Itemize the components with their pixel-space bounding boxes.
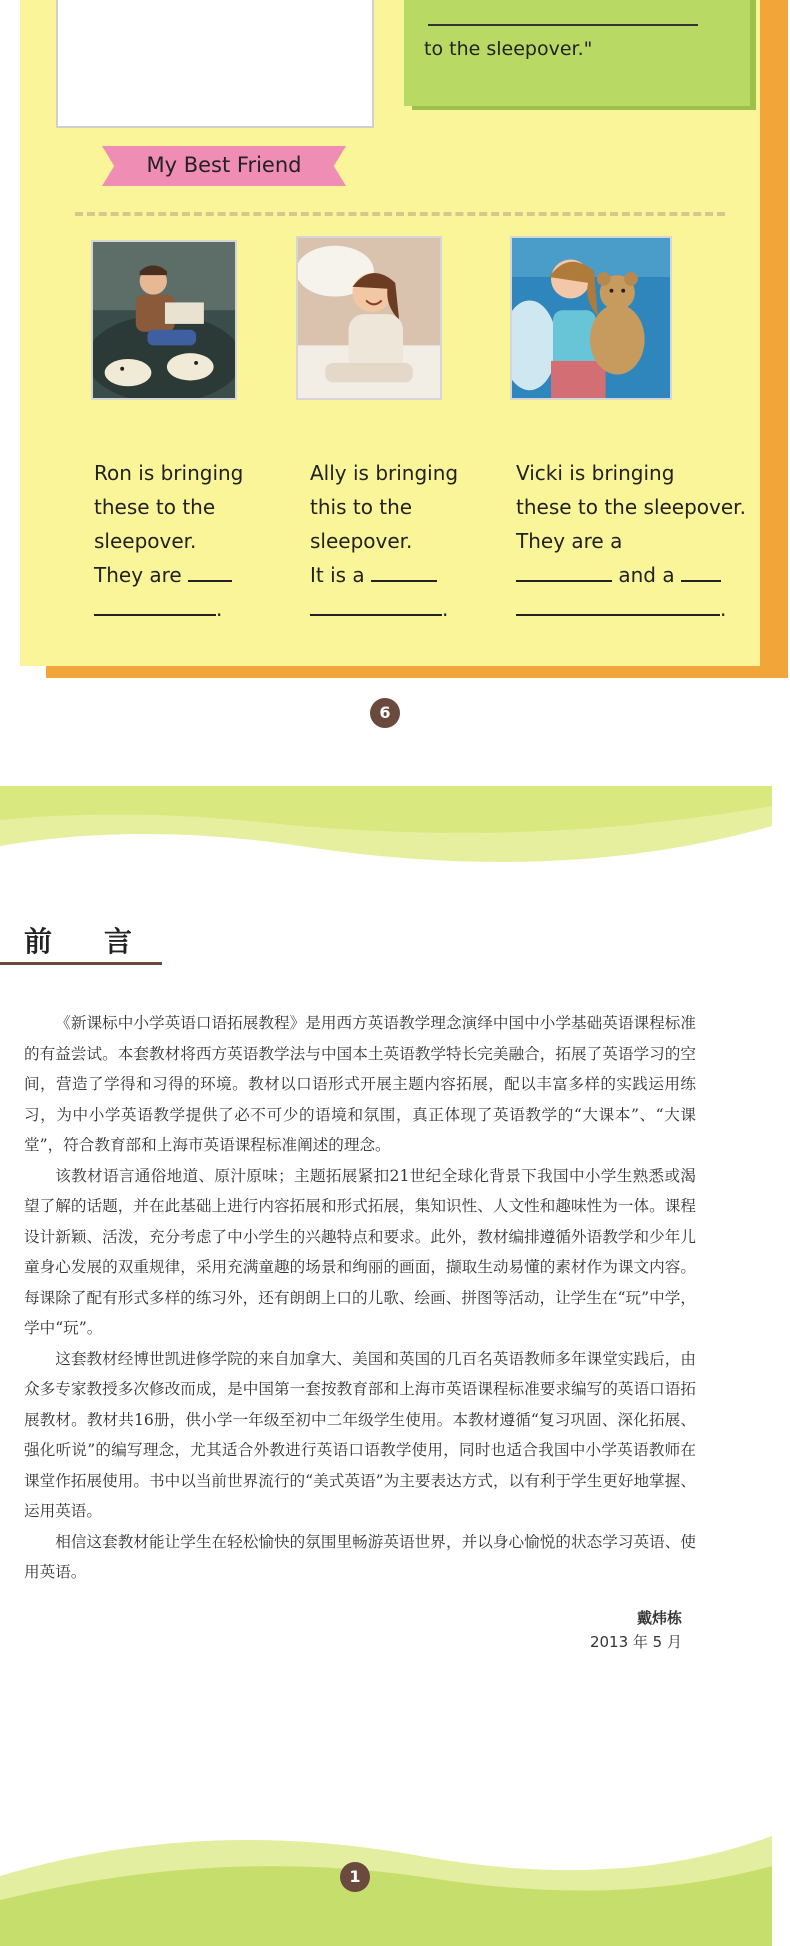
author-date: 2013 年 5 月 xyxy=(589,1633,682,1651)
caption-line xyxy=(94,558,243,592)
sentence-ending: to the sleepover." xyxy=(424,38,593,60)
photo-girl-with-pillow xyxy=(296,236,442,400)
photo-girl-with-teddy-bear xyxy=(510,236,672,400)
caption-line: Vicki is bringing xyxy=(516,461,675,485)
fill-in-blank[interactable] xyxy=(516,558,612,582)
author-name: 戴炜栋 xyxy=(636,1609,682,1627)
caption-ally xyxy=(310,456,458,626)
caption-line: Ron is bringing xyxy=(94,461,244,485)
fill-in-blank-line xyxy=(428,24,698,26)
preface-body xyxy=(24,1008,696,1588)
section-heading: My Best Friend xyxy=(146,153,302,177)
fill-in-blank[interactable] xyxy=(681,558,721,582)
photo-boy-with-slippers xyxy=(91,240,237,400)
caption-line: . xyxy=(94,592,243,626)
caption-line: these to the xyxy=(94,495,216,519)
title-underline xyxy=(0,962,162,965)
caption-line: Ally is bringing xyxy=(310,461,459,485)
workbook-page-6 xyxy=(20,0,760,666)
caption-ron xyxy=(94,456,243,626)
caption-line: . xyxy=(310,592,458,626)
sentence-note-card xyxy=(404,0,750,106)
blank-picture-frame xyxy=(56,0,374,128)
signature-block xyxy=(590,1606,682,1654)
caption-line: They are a xyxy=(516,529,623,553)
caption-line-text: They are xyxy=(94,563,182,587)
page-number-1: 1 xyxy=(340,1862,370,1892)
dashed-divider xyxy=(75,212,725,216)
section-heading-banner xyxy=(102,146,346,186)
paragraph: 该教材语言通俗地道、原汁原味；主题拓展紧扣21世纪全球化背景下我国中小学生熟悉或渴望了解的话题，并在此基础上进行内容拓展和形式拓展，集知识性、人文性和趣味性为一体。课程设计新颖、活泼，充分考虑了中小学生的兴趣特点和要求。此外，教材编排遵循外语教学和少年儿童身心发展的双重规律，采用充满童趣的场景和绚丽的画面，撷取生动易懂的素材作为课文内容。每课除了配有形式多样的练习外，还有朗朗上口的儿歌、绘画、拼图等活动，让学生在“玩”中学，学中“玩”。 xyxy=(24,1166,696,1337)
preface-page xyxy=(0,786,772,1946)
caption-line: sleepover. xyxy=(310,529,413,553)
fill-in-blank[interactable] xyxy=(516,592,720,616)
caption-line-text: It is a xyxy=(310,563,365,587)
caption-line xyxy=(516,558,746,592)
caption-line: these to the sleepover. xyxy=(516,495,746,519)
fill-in-blank[interactable] xyxy=(188,558,232,582)
fill-in-blank[interactable] xyxy=(94,592,216,616)
paragraph: 《新课标中小学英语口语拓展教程》是用西方英语教学理念演绎中国中小学基础英语课程标准的有益尝试。本套教材将西方英语教学法与中国本土英语教学特长完美融合，拓展了英语学习的空间，营造了学得和习得的环境。教材以口语形式开展主题内容拓展，配以丰富多样的实践运用练习，为中小学英语教学提供了必不可少的语境和氛围，真正体现了英语教学的“大课本”、“大课堂”，符合教育部和上海市英语课程标准阐述的理念。 xyxy=(24,1014,696,1154)
page-number-6: 6 xyxy=(370,698,400,728)
paragraph: 这套教材经博世凯进修学院的来自加拿大、美国和英国的几百名英语教师多年课堂实践后，由众多专家教授多次修改而成，是中国第一套按教育部和上海市英语课程标准要求编写的英语口语拓展教材。教材共16册，供小学一年级至初中二年级学生使用。本教材遵循“复习巩固、深化拓展、强化听说”的编写理念，尤其适合外教进行英语口语教学使用，同时也适合我国中小学英语教师在课堂作拓展使用。书中以当前世界流行的“美式英语”为主要表达方式，以有利于学生更好地掌握、运用英语。 xyxy=(24,1349,696,1520)
caption-line: sleepover. xyxy=(94,529,197,553)
caption-line: . xyxy=(516,592,746,626)
caption-vicki xyxy=(516,456,746,626)
paragraph: 相信这套教材能让学生在轻松愉快的氛围里畅游英语世界，并以身心愉悦的状态学习英语、使用英语。 xyxy=(24,1532,696,1581)
fill-in-blank[interactable] xyxy=(371,558,437,582)
caption-line: this to the xyxy=(310,495,413,519)
caption-line xyxy=(310,558,458,592)
fill-in-blank[interactable] xyxy=(310,592,442,616)
caption-line-text: and a xyxy=(618,563,675,587)
preface-title: 前言 xyxy=(24,925,185,958)
